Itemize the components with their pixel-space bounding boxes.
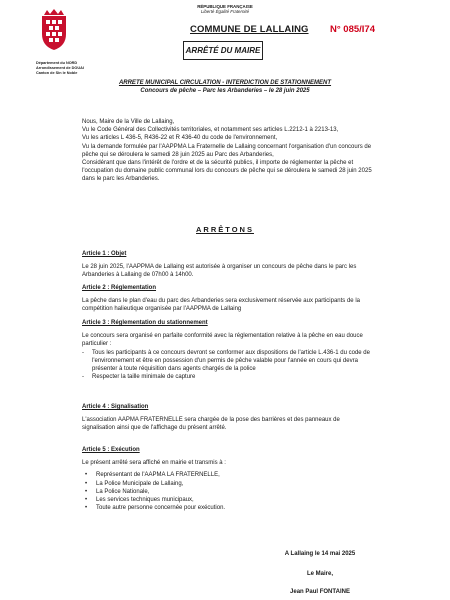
arretons-heading: ARRÊTONS bbox=[196, 225, 254, 234]
list-item: • Les services techniques municipaux, bbox=[82, 496, 372, 504]
document-type-box: ARRÊTÉ DU MAIRE bbox=[183, 41, 263, 60]
article-4 bbox=[82, 403, 372, 433]
signature-place-date: A Lallaing le 14 mai 2025 bbox=[284, 551, 356, 557]
article-heading: Article 4 : Signalisation bbox=[82, 404, 149, 410]
preamble-line: Considérant que dans l'intérêt de l'ordre et de la sécurité publics, il importe de réglementer la pêche et l'occupation du domaine public communal lors du concours de pêche qui se déroulera le samedi 28 juin 2025 dans le parc les Arbanderies. bbox=[82, 160, 372, 183]
recipients-list bbox=[82, 471, 372, 512]
commune-name: COMMUNE DE LALLAING bbox=[190, 24, 309, 35]
preamble bbox=[82, 118, 372, 184]
article-text: Le 28 juin 2025, l'AAPPMA de Lallaing est autorisée à organiser un concours de pêche dans le parc les Arbanderies à Lallaing de 07h00 à 14h00. bbox=[82, 264, 357, 279]
republic-motto: Liberté Égalité Fraternité bbox=[200, 9, 250, 15]
preamble-line: Vu les articles L 436-5, R436-22 et R 436-40 du code de l'environnement, bbox=[82, 135, 278, 142]
republic-label: RÉPUBLIQUE FRANÇAISE bbox=[197, 4, 253, 9]
preamble-line: Vu la demande formulée par l'AAPPMA La Fraternelle de Lallaing concernant l'organisation d'un concours de pêche qui se déroulera le samedi 28 juin 2025 au Parc des Arbanderies, bbox=[82, 143, 372, 158]
article-heading: Article 3 : Réglementation du stationnement bbox=[82, 320, 208, 326]
article-heading: Article 2 : Réglementation bbox=[82, 285, 157, 291]
list-item: • La Police Municipale de Lallaing, bbox=[82, 480, 372, 488]
article-text: Le concours sera organisé en parfaite conformité avec la réglementation relative à la pêche en eau douce particulier : bbox=[82, 333, 363, 348]
signature-name: Jean Paul FONTAINE bbox=[290, 589, 350, 595]
preamble-line: Nous, Maire de la Ville de Lallaing, bbox=[82, 119, 175, 125]
admin-line: Arrondissement de DOUAI bbox=[36, 66, 84, 71]
article-heading: Article 1 : Objet bbox=[82, 251, 127, 257]
arrete-subtitle: Concours de pêche – Parc les Arbanderies – le 28 juin 2025 bbox=[140, 88, 310, 94]
article-text: Le présent arrêté sera affiché en mairie et transmis à : bbox=[82, 460, 226, 467]
list-item: - Tous les participants à ce concours devront se conformer aux dispositions de l'article L.436-1 du code de l'environnement et être en possession d'un permis de pêche valable pour l'année en cours qui devra présenter à toute réquisition dans agents chargés de la police bbox=[82, 349, 372, 374]
list-item: • Représentant de l'AAPMA LA FRATERNELLE, bbox=[82, 471, 372, 479]
article-1 bbox=[82, 250, 372, 280]
list-item: • Toute autre personne concernée pour exécution. bbox=[82, 504, 372, 512]
arrete-title: ARRETE MUNICIPAL CIRCULATION - INTERDICTION DE STATIONNEMENT bbox=[118, 80, 332, 86]
signature-role: Le Maire, bbox=[306, 571, 333, 577]
administrative-info bbox=[36, 61, 84, 77]
list-item: • La Police Nationale, bbox=[82, 488, 372, 496]
preamble-line: Vu le Code Général des Collectivités territoriales, et notamment ses articles L.2212-1 à 2213-13, bbox=[82, 127, 339, 134]
article-3-list bbox=[82, 349, 372, 382]
article-2 bbox=[82, 284, 372, 314]
list-item: - Respecter la taille minimale de capture bbox=[82, 373, 372, 381]
arrete-number: N° 085/I74 bbox=[330, 24, 375, 35]
commune-coat-of-arms-logo bbox=[36, 8, 72, 52]
admin-line: Canton de Sin le Noble bbox=[36, 71, 78, 76]
article-3 bbox=[82, 319, 372, 381]
article-text: L'association AAPMA FRATERNELLE sera chargée de la pose des barrières et des panneaux de signalisation ainsi que de l'affichage du présent arrêté. bbox=[82, 417, 340, 432]
republic-header bbox=[150, 4, 300, 14]
article-heading: Article 5 : Exécution bbox=[82, 447, 140, 453]
article-5 bbox=[82, 446, 372, 512]
article-text: La pêche dans le plan d'eau du parc des Arbanderies sera exclusivement réservée aux participants de la compétition halieutique organisée par l'AAPPMA de Lallaing bbox=[82, 298, 360, 313]
admin-line: Département du NORD bbox=[36, 61, 78, 65]
